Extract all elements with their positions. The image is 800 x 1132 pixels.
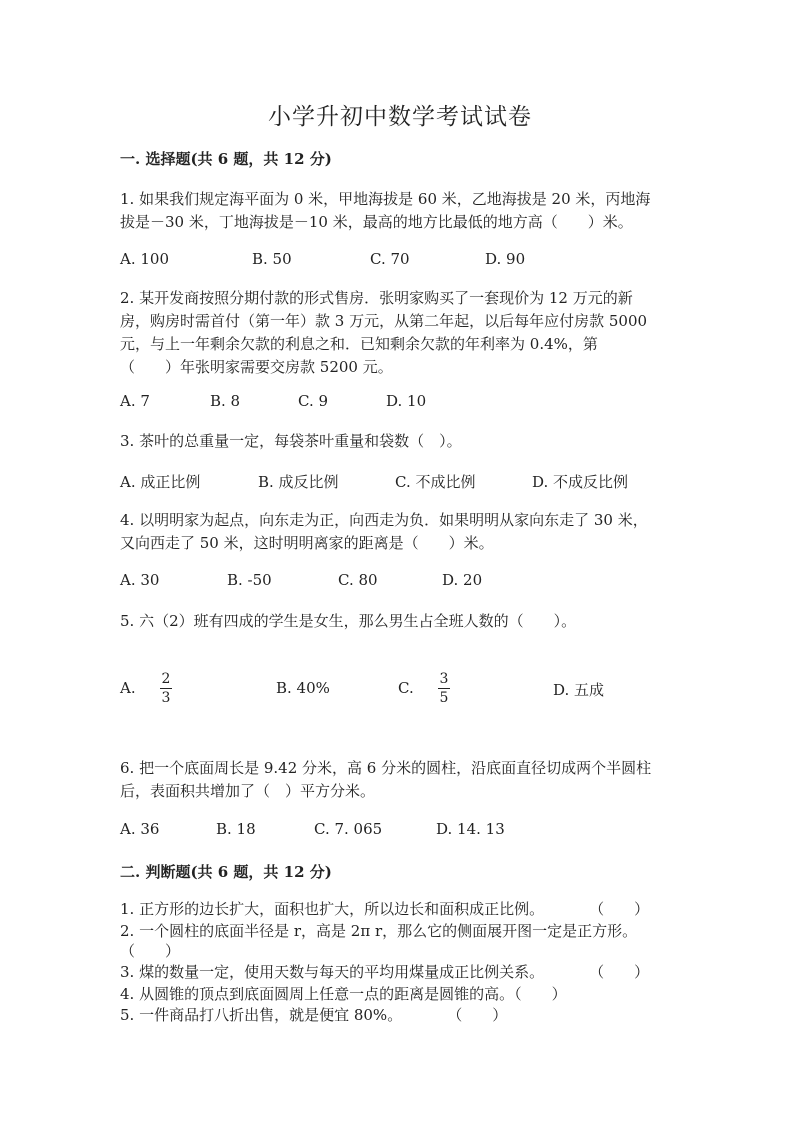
question-line: 1. 如果我们规定海平面为 0 米，甲地海拔是 60 米，乙地海拔是 20 米，丙地海 — [120, 190, 651, 208]
question-line: （ ）年张明家需要交房款 5200 元。 — [120, 358, 393, 376]
option-b: B. 50 — [252, 250, 292, 268]
question-line: 2. 某开发商按照分期付款的形式售房．张明家购买了一套现价为 12 万元的新 — [120, 289, 633, 307]
question-line: 6. 把一个底面周长是 9.42 分米，高 6 分米的圆柱，沿底面直径切成两个半圆柱 — [120, 759, 652, 777]
section-heading-judgment: 二. 判断题(共 6 题，共 12 分) — [120, 863, 332, 881]
option-b: B. 成反比例 — [258, 473, 339, 491]
question-line: 又向西走了 50 米，这时明明离家的距离是（ ）米。 — [120, 534, 494, 552]
option-c: C. 不成比例 — [395, 473, 476, 491]
question-5 — [120, 610, 576, 633]
option-c: C. 7. 065 — [314, 820, 383, 838]
fraction-numerator: 2 — [161, 671, 171, 687]
option-a: A. 30 — [120, 571, 160, 589]
option-c-label: C. — [398, 679, 414, 697]
page-title: 小学升初中数学考试试卷 — [268, 104, 532, 130]
judgment-item-2: 2. 一个圆柱的底面半径是 r，高是 2π r，那么它的侧面展开图一定是正方形。 — [120, 922, 638, 940]
judgment-item-1: 1. 正方形的边长扩大，面积也扩大，所以边长和面积成正比例。 （ ） — [120, 900, 650, 918]
fraction-two-thirds — [160, 671, 172, 706]
fraction-bar — [438, 688, 450, 689]
judgment-item-4: 4. 从圆锥的顶点到底面圆周上任意一点的距离是圆锥的高。（ ） — [120, 985, 567, 1003]
option-a: A. 7 — [120, 392, 150, 410]
option-d: D. 90 — [485, 250, 526, 268]
option-a: A. 36 — [120, 820, 160, 838]
question-line: 3. 茶叶的总重量一定，每袋茶叶重量和袋数（ ）。 — [120, 432, 462, 450]
question-line: 后，表面积共增加了（ ）平方分米。 — [120, 782, 376, 800]
fraction-numerator: 3 — [439, 671, 449, 687]
question-line: 元，与上一年剩余欠款的利息之和．已知剩余欠款的年利率为 0.4%，第 — [120, 335, 598, 353]
fraction-denominator: 3 — [161, 690, 171, 706]
judgment-item-3: 3. 煤的数量一定，使用天数与每天的平均用煤量成正比例关系。 （ ） — [120, 963, 650, 981]
option-d: D. 10 — [386, 392, 427, 410]
question-1 — [120, 188, 650, 234]
option-d: D. 14. 13 — [436, 820, 505, 838]
option-c: C. 9 — [298, 392, 329, 410]
judgment-item-2-answer: （ ） — [120, 942, 181, 960]
option-c: C. 70 — [370, 250, 410, 268]
question-6 — [120, 757, 651, 803]
question-4 — [120, 509, 648, 555]
option-b: B. 40% — [276, 679, 330, 697]
option-b: B. -50 — [227, 571, 272, 589]
question-line: 5. 六（2）班有四成的学生是女生，那么男生占全班人数的（ ）。 — [120, 612, 577, 630]
option-d: D. 20 — [442, 571, 483, 589]
question-line: 拔是－30 米，丁地海拔是－10 米，最高的地方比最低的地方高（ ）米。 — [120, 213, 633, 231]
fraction-denominator: 5 — [439, 690, 449, 706]
judgment-item-5: 5. 一件商品打八折出售，就是便宜 80%。 （ ） — [120, 1006, 508, 1024]
option-a: A. 100 — [120, 250, 169, 268]
fraction-bar — [160, 688, 172, 689]
option-b: B. 18 — [216, 820, 256, 838]
question-3 — [120, 430, 462, 453]
option-b: B. 8 — [210, 392, 241, 410]
section-heading-choice: 一. 选择题(共 6 题，共 12 分) — [120, 150, 332, 168]
question-line: 房，购房时需首付（第一年）款 3 万元，从第二年起，以后每年应付房款 5000 — [120, 312, 648, 330]
option-c: C. 80 — [338, 571, 378, 589]
option-d: D. 不成反比例 — [532, 473, 629, 491]
fraction-three-fifths — [438, 671, 450, 706]
option-a: A. 成正比例 — [120, 473, 201, 491]
question-2 — [120, 287, 647, 379]
option-a-label: A. — [120, 679, 136, 697]
question-line: 4. 以明明家为起点，向东走为正，向西走为负．如果明明从家向东走了 30 米， — [120, 511, 648, 529]
option-d: D. 五成 — [553, 681, 605, 699]
